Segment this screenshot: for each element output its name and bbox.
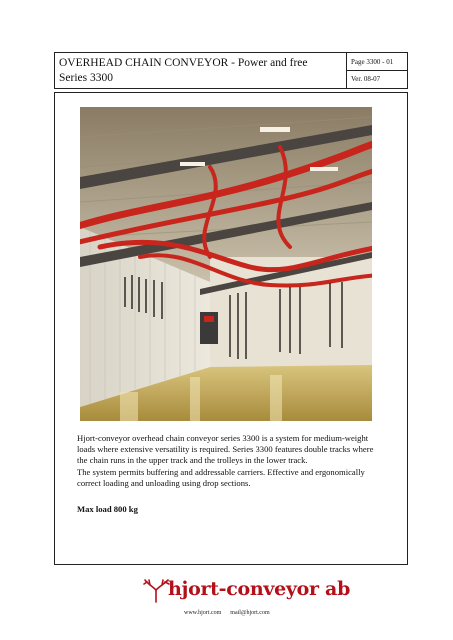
description-line: The system permits buffering and addressable carriers. Effective and ergonomically bbox=[77, 466, 365, 477]
email-link[interactable]: mail@hjort.com bbox=[230, 610, 270, 616]
header-box bbox=[54, 52, 408, 89]
footer-contact bbox=[184, 610, 270, 616]
page-number: Page 3300 - 01 bbox=[351, 58, 394, 66]
meta-cell bbox=[347, 53, 407, 88]
version-label: Ver. 08-07 bbox=[351, 75, 381, 83]
logo-text: hjort-conveyor ab bbox=[168, 578, 351, 600]
description-line: correct loading and unloading using drop sections. bbox=[77, 477, 251, 488]
document-subtitle: Series 3300 bbox=[59, 72, 113, 84]
description-text bbox=[77, 433, 397, 489]
overhead-conveyor-photo bbox=[80, 107, 372, 421]
document-title: OVERHEAD CHAIN CONVEYOR - Power and free bbox=[59, 57, 308, 69]
meta-divider bbox=[347, 70, 407, 71]
description-line: the chain runs in the upper track and the trolleys in the lower track. bbox=[77, 455, 308, 466]
company-logo bbox=[142, 576, 351, 606]
max-load-label: Max load 800 kg bbox=[77, 504, 138, 514]
description-line: Hjort-conveyor overhead chain conveyor series 3300 is a system for medium-weight bbox=[77, 433, 369, 443]
website-link[interactable]: www.hjort.com bbox=[184, 610, 222, 616]
description-line: loads where extensive versatility is required. Series 3300 features double tracks where bbox=[77, 444, 374, 455]
title-cell bbox=[55, 53, 347, 88]
